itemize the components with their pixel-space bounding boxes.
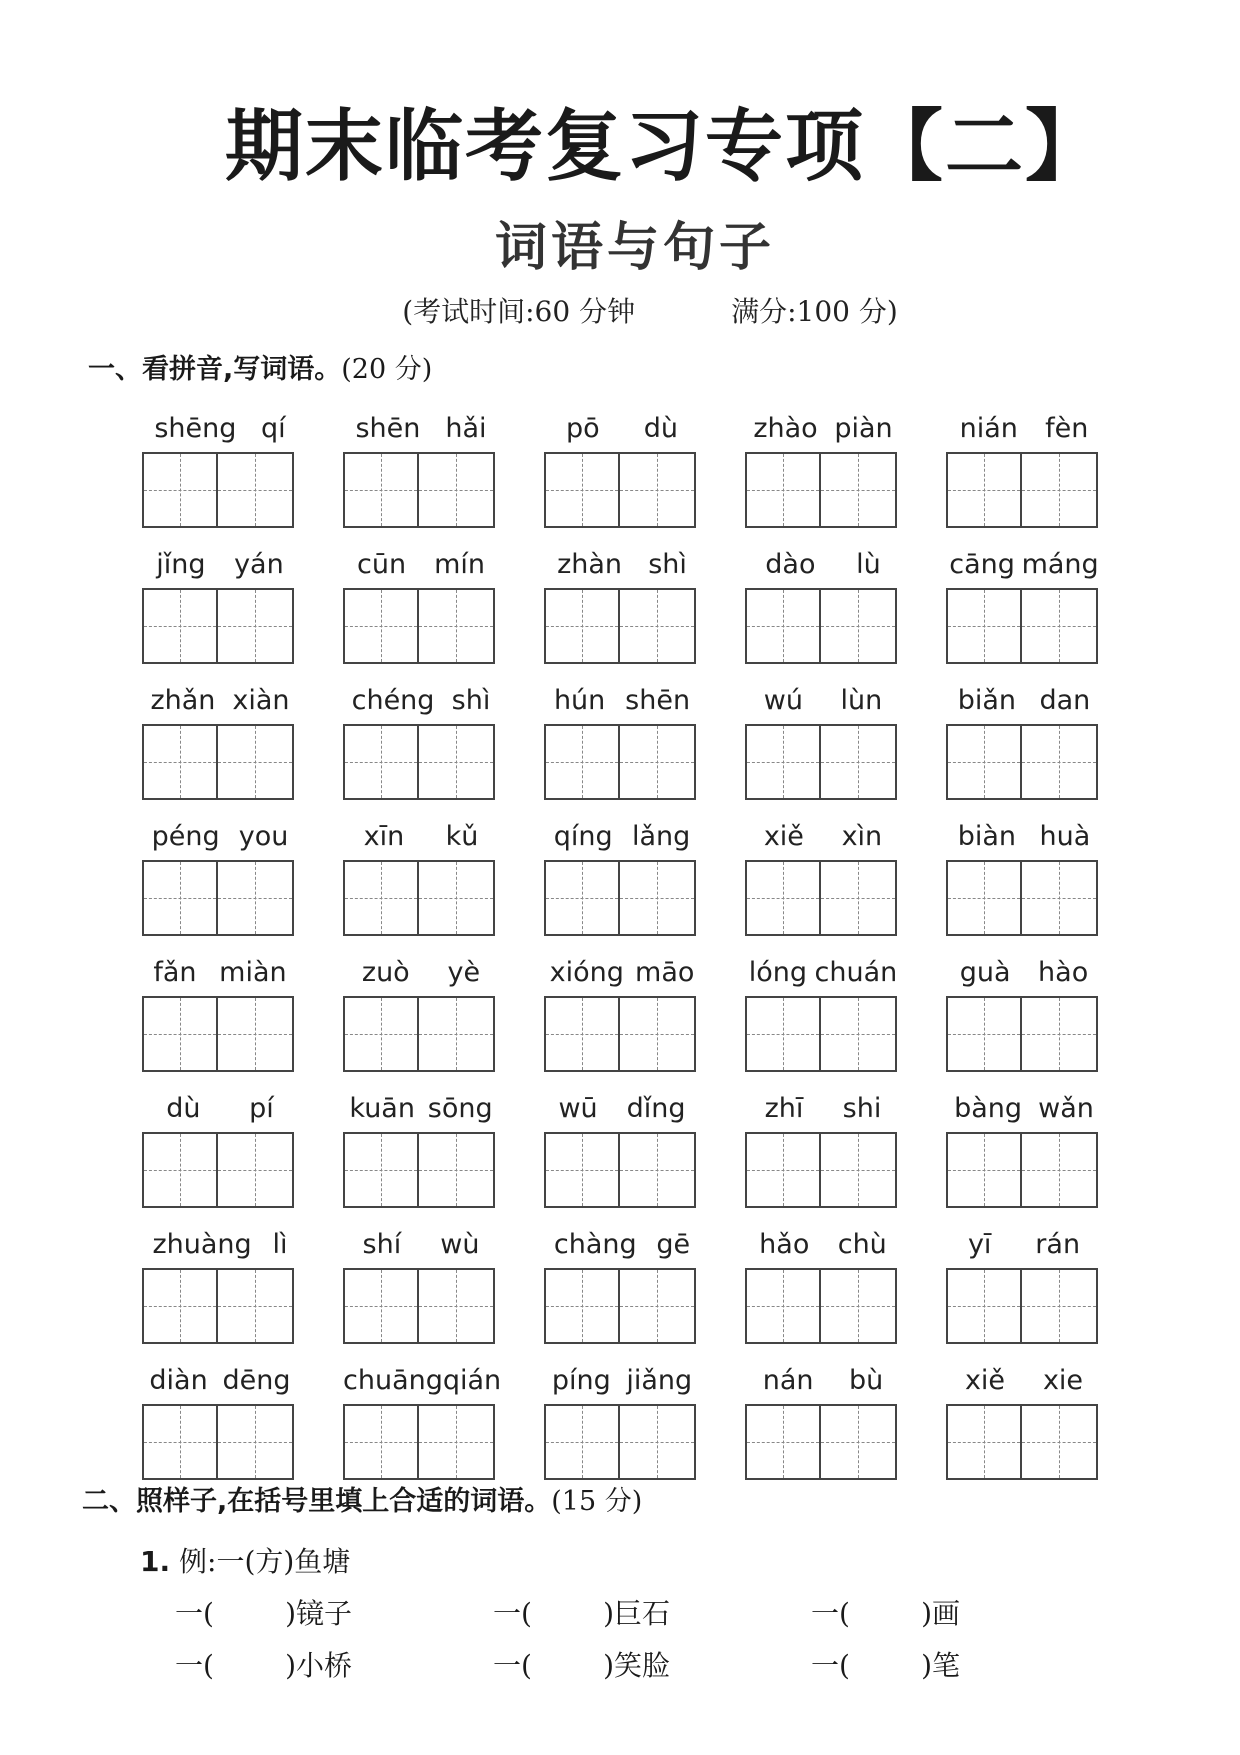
pinyin-label xyxy=(343,680,499,716)
pinyin-label xyxy=(946,1360,1102,1396)
section-2-heading: 二、照样子,在括号里填上合适的词语。(15 分) xyxy=(82,1486,643,1517)
pinyin-syllable: dan xyxy=(1039,685,1091,716)
tian-zi-box[interactable] xyxy=(343,452,419,528)
word-cell xyxy=(745,952,901,1088)
pinyin-syllable: shēng xyxy=(154,413,237,444)
writing-boxes xyxy=(142,724,298,800)
tian-zi-box[interactable] xyxy=(142,1404,218,1480)
pinyin-label xyxy=(745,1360,901,1396)
pinyin-syllable: bàng xyxy=(954,1093,1023,1124)
pinyin-label xyxy=(142,952,298,988)
writing-boxes xyxy=(946,588,1102,664)
writing-boxes xyxy=(343,724,499,800)
tian-zi-box[interactable] xyxy=(1022,1132,1098,1208)
word-cell xyxy=(544,544,700,680)
pinyin-syllable: píng xyxy=(551,1365,611,1396)
pinyin-label xyxy=(544,408,700,444)
pinyin-syllable: lù xyxy=(856,549,881,580)
tian-zi-box[interactable] xyxy=(218,724,294,800)
writing-boxes xyxy=(745,452,901,528)
tian-zi-box[interactable] xyxy=(946,452,1022,528)
word-cell xyxy=(343,544,499,680)
pinyin-label xyxy=(343,952,499,988)
word-cell xyxy=(343,816,499,952)
pinyin-label xyxy=(745,680,901,716)
pinyin-syllable: hào xyxy=(1038,957,1089,988)
pinyin-syllable: diàn xyxy=(149,1365,208,1396)
fill-item[interactable]: 一( )镜子 xyxy=(175,1597,353,1630)
word-cell xyxy=(544,1224,700,1360)
tian-zi-box[interactable] xyxy=(544,1132,620,1208)
tian-zi-box[interactable] xyxy=(218,860,294,936)
pinyin-syllable: xīn xyxy=(363,821,405,852)
writing-boxes xyxy=(343,1404,499,1480)
pinyin-syllable: fǎn xyxy=(153,957,197,988)
pinyin-syllable: huà xyxy=(1039,821,1091,852)
full-score: 满分:100 分) xyxy=(731,295,898,328)
pinyin-syllable: mín xyxy=(434,549,485,580)
tian-zi-box[interactable] xyxy=(419,588,495,664)
writing-boxes xyxy=(745,860,901,936)
pinyin-syllable: qí xyxy=(261,413,286,444)
pinyin-label xyxy=(343,408,499,444)
pinyin-label xyxy=(544,544,700,580)
writing-boxes xyxy=(946,1404,1102,1480)
tian-zi-box[interactable] xyxy=(946,724,1022,800)
pinyin-label xyxy=(544,1224,700,1260)
tian-zi-box[interactable] xyxy=(142,860,218,936)
word-cell xyxy=(142,408,298,544)
tian-zi-box[interactable] xyxy=(745,1132,821,1208)
word-cell xyxy=(142,816,298,952)
pinyin-syllable: dēng xyxy=(222,1365,291,1396)
pinyin-syllable: kǔ xyxy=(445,821,479,852)
writing-boxes xyxy=(343,1268,499,1344)
fill-item[interactable]: 一( )笑脸 xyxy=(493,1649,671,1682)
pinyin-syllable: wū xyxy=(558,1093,598,1124)
word-cell xyxy=(946,816,1102,952)
pinyin-label xyxy=(745,1224,901,1260)
tian-zi-box[interactable] xyxy=(544,452,620,528)
tian-zi-box[interactable] xyxy=(218,1132,294,1208)
pinyin-syllable: chéng xyxy=(351,685,435,716)
pinyin-label xyxy=(745,952,901,988)
writing-boxes xyxy=(946,996,1102,1072)
pinyin-label xyxy=(745,544,901,580)
writing-boxes xyxy=(343,860,499,936)
tian-zi-box[interactable] xyxy=(1022,1268,1098,1344)
pinyin-label xyxy=(544,1360,700,1396)
writing-boxes xyxy=(745,588,901,664)
pinyin-syllable: dǐng xyxy=(626,1093,686,1124)
word-cell xyxy=(946,1224,1102,1360)
writing-boxes xyxy=(142,452,298,528)
pinyin-syllable: zhī xyxy=(764,1093,804,1124)
tian-zi-box[interactable] xyxy=(142,452,218,528)
tian-zi-box[interactable] xyxy=(142,724,218,800)
word-cell xyxy=(745,544,901,680)
pinyin-label xyxy=(745,1088,901,1124)
tian-zi-box[interactable] xyxy=(745,860,821,936)
tian-zi-box[interactable] xyxy=(946,860,1022,936)
tian-zi-box[interactable] xyxy=(620,996,696,1072)
tian-zi-box[interactable] xyxy=(620,1132,696,1208)
pinyin-label xyxy=(946,544,1102,580)
pinyin-syllable: shi xyxy=(842,1093,882,1124)
pinyin-syllable: zuò xyxy=(361,957,410,988)
word-cell xyxy=(142,952,298,1088)
tian-zi-box[interactable] xyxy=(218,452,294,528)
tian-zi-box[interactable] xyxy=(419,452,495,528)
pinyin-syllable: gē xyxy=(656,1229,691,1260)
pinyin-label xyxy=(343,1360,502,1396)
tian-zi-box[interactable] xyxy=(745,996,821,1072)
word-cell xyxy=(544,952,700,1088)
tian-zi-box[interactable] xyxy=(946,1404,1022,1480)
pinyin-syllable: chàng xyxy=(553,1229,637,1260)
word-cell xyxy=(142,1088,298,1224)
pinyin-label xyxy=(946,816,1102,852)
tian-zi-box[interactable] xyxy=(142,1132,218,1208)
pinyin-syllable: qíng xyxy=(553,821,613,852)
tian-zi-box[interactable] xyxy=(745,452,821,528)
pinyin-label xyxy=(343,816,499,852)
tian-zi-box[interactable] xyxy=(1022,860,1098,936)
pinyin-syllable: hǎi xyxy=(445,413,487,444)
pinyin-syllable: fèn xyxy=(1045,413,1089,444)
section-1-heading: 一、看拼音,写词语。(20 分) xyxy=(88,354,433,385)
pinyin-label xyxy=(142,816,298,852)
pinyin-label xyxy=(142,1224,298,1260)
pinyin-syllable: wǎn xyxy=(1038,1093,1094,1124)
pinyin-syllable: xiě xyxy=(964,1365,1006,1396)
pinyin-syllable: chù xyxy=(837,1229,887,1260)
pinyin-syllable: chuán xyxy=(814,957,898,988)
tian-zi-box[interactable] xyxy=(946,996,1022,1072)
pinyin-label xyxy=(343,544,499,580)
tian-zi-box[interactable] xyxy=(821,1132,897,1208)
writing-boxes xyxy=(142,588,298,664)
tian-zi-box[interactable] xyxy=(343,1132,419,1208)
word-cell xyxy=(142,544,298,680)
writing-boxes xyxy=(946,1268,1102,1344)
pinyin-syllable: hǎo xyxy=(759,1229,810,1260)
tian-zi-box[interactable] xyxy=(419,724,495,800)
pinyin-label xyxy=(946,680,1102,716)
tian-zi-box[interactable] xyxy=(142,588,218,664)
writing-boxes xyxy=(745,1132,901,1208)
pinyin-syllable: dù xyxy=(643,413,678,444)
pinyin-syllable: nián xyxy=(959,413,1018,444)
pinyin-label xyxy=(142,680,298,716)
pinyin-syllable: cūn xyxy=(357,549,407,580)
exam-time: (考试时间:60 分钟 xyxy=(402,295,636,328)
pinyin-syllable: biàn xyxy=(957,821,1017,852)
word-cell xyxy=(946,1360,1102,1496)
writing-boxes xyxy=(343,1132,499,1208)
pinyin-syllable: lùn xyxy=(840,685,883,716)
word-cell xyxy=(946,952,1102,1088)
writing-boxes xyxy=(946,452,1102,528)
tian-zi-box[interactable] xyxy=(620,588,696,664)
pinyin-label xyxy=(745,408,901,444)
tian-zi-box[interactable] xyxy=(620,452,696,528)
pinyin-syllable: jǐng xyxy=(156,549,206,580)
pinyin-syllable: zhàn xyxy=(557,549,623,580)
tian-zi-box[interactable] xyxy=(620,1268,696,1344)
tian-zi-box[interactable] xyxy=(419,996,495,1072)
tian-zi-box[interactable] xyxy=(745,1404,821,1480)
tian-zi-box[interactable] xyxy=(544,1268,620,1344)
word-cell xyxy=(343,1224,499,1360)
writing-boxes xyxy=(745,1268,901,1344)
tian-zi-box[interactable] xyxy=(142,1268,218,1344)
word-cell xyxy=(343,1088,499,1224)
pinyin-syllable: shí xyxy=(362,1229,402,1260)
writing-boxes xyxy=(544,1268,700,1344)
pinyin-syllable: guà xyxy=(959,957,1011,988)
pinyin-syllable: shēn xyxy=(625,685,691,716)
pinyin-syllable: lì xyxy=(272,1229,288,1260)
tian-zi-box[interactable] xyxy=(544,1404,620,1480)
tian-zi-box[interactable] xyxy=(821,1404,897,1480)
tian-zi-box[interactable] xyxy=(620,860,696,936)
pinyin-syllable: dù xyxy=(166,1093,201,1124)
pinyin-label xyxy=(544,1088,700,1124)
tian-zi-box[interactable] xyxy=(343,588,419,664)
pinyin-label xyxy=(142,1360,298,1396)
pinyin-syllable: bù xyxy=(848,1365,884,1396)
writing-boxes xyxy=(544,452,700,528)
pinyin-syllable: dào xyxy=(765,549,816,580)
word-cell xyxy=(946,680,1102,816)
writing-boxes xyxy=(544,1132,700,1208)
tian-zi-box[interactable] xyxy=(1022,1404,1098,1480)
pinyin-syllable: hún xyxy=(553,685,606,716)
tian-zi-box[interactable] xyxy=(544,724,620,800)
writing-boxes xyxy=(343,452,499,528)
pinyin-label xyxy=(946,1088,1102,1124)
tian-zi-box[interactable] xyxy=(218,1268,294,1344)
tian-zi-box[interactable] xyxy=(419,1268,495,1344)
tian-zi-box[interactable] xyxy=(1022,452,1098,528)
pinyin-syllable: piàn xyxy=(834,413,893,444)
tian-zi-box[interactable] xyxy=(218,1404,294,1480)
page-subtitle: 词语与句子 xyxy=(494,218,775,278)
pinyin-syllable: xióng xyxy=(549,957,624,988)
pinyin-syllable: shì xyxy=(648,549,687,580)
pinyin-syllable: rán xyxy=(1035,1229,1081,1260)
pinyin-syllable: nán xyxy=(762,1365,814,1396)
tian-zi-box[interactable] xyxy=(946,1268,1022,1344)
pinyin-syllable: xiàn xyxy=(232,685,290,716)
pinyin-syllable: xie xyxy=(1042,1365,1084,1396)
tian-zi-box[interactable] xyxy=(821,860,897,936)
pinyin-label xyxy=(946,952,1102,988)
fill-item[interactable]: 一( )巨石 xyxy=(493,1597,671,1630)
tian-zi-box[interactable] xyxy=(821,1268,897,1344)
pinyin-syllable: qián xyxy=(442,1365,502,1396)
tian-zi-box[interactable] xyxy=(343,1268,419,1344)
word-cell xyxy=(946,408,1102,544)
writing-boxes xyxy=(544,860,700,936)
tian-zi-box[interactable] xyxy=(745,588,821,664)
pinyin-syllable: máng xyxy=(1021,549,1099,580)
word-cell xyxy=(745,408,901,544)
tian-zi-box[interactable] xyxy=(821,996,897,1072)
tian-zi-box[interactable] xyxy=(1022,724,1098,800)
tian-zi-box[interactable] xyxy=(745,724,821,800)
pinyin-syllable: yán xyxy=(234,549,284,580)
pinyin-label xyxy=(343,1224,499,1260)
writing-boxes xyxy=(544,588,700,664)
pinyin-syllable: kuān xyxy=(349,1093,415,1124)
writing-boxes xyxy=(142,996,298,1072)
pinyin-syllable: lóng xyxy=(748,957,808,988)
word-cell xyxy=(946,1088,1102,1224)
writing-boxes xyxy=(946,724,1102,800)
pinyin-syllable: péng xyxy=(151,821,220,852)
tian-zi-box[interactable] xyxy=(343,996,419,1072)
fill-row-1 xyxy=(175,1597,1129,1630)
tian-zi-box[interactable] xyxy=(544,588,620,664)
tian-zi-box[interactable] xyxy=(419,1132,495,1208)
word-cell xyxy=(142,1224,298,1360)
word-cell xyxy=(544,680,700,816)
tian-zi-box[interactable] xyxy=(419,1404,495,1480)
pinyin-word-grid xyxy=(142,408,1102,1496)
word-cell xyxy=(544,816,700,952)
pinyin-syllable: cāng xyxy=(949,549,1015,580)
pinyin-syllable: lǎng xyxy=(631,821,691,852)
pinyin-syllable: wù xyxy=(440,1229,480,1260)
word-cell xyxy=(343,408,499,544)
word-cell xyxy=(544,1360,700,1496)
pinyin-label xyxy=(142,1088,298,1124)
word-cell xyxy=(946,544,1102,680)
word-cell xyxy=(745,1088,901,1224)
tian-zi-box[interactable] xyxy=(745,1268,821,1344)
writing-boxes xyxy=(745,1404,901,1480)
writing-boxes xyxy=(142,1404,298,1480)
writing-boxes xyxy=(544,724,700,800)
writing-boxes xyxy=(343,996,499,1072)
tian-zi-box[interactable] xyxy=(544,996,620,1072)
page-title: 期末临考复习专项【二】 xyxy=(224,102,1105,192)
pinyin-label xyxy=(946,408,1102,444)
pinyin-syllable: yè xyxy=(447,957,481,988)
pinyin-syllable: sōng xyxy=(427,1093,493,1124)
tian-zi-box[interactable] xyxy=(218,588,294,664)
pinyin-syllable: pō xyxy=(566,413,600,444)
pinyin-syllable: miàn xyxy=(219,957,287,988)
pinyin-syllable: zhǎn xyxy=(150,685,216,716)
example-line: 1. 例:一(方)鱼塘 xyxy=(140,1545,351,1578)
writing-boxes xyxy=(544,996,700,1072)
writing-boxes xyxy=(946,860,1102,936)
tian-zi-box[interactable] xyxy=(142,996,218,1072)
fill-item[interactable]: 一( )笔 xyxy=(811,1649,961,1682)
pinyin-syllable: pí xyxy=(249,1093,274,1124)
pinyin-syllable: zhào xyxy=(753,413,818,444)
tian-zi-box[interactable] xyxy=(343,724,419,800)
tian-zi-box[interactable] xyxy=(946,1132,1022,1208)
pinyin-syllable: shēn xyxy=(355,413,421,444)
tian-zi-box[interactable] xyxy=(821,724,897,800)
pinyin-syllable: yī xyxy=(967,1229,992,1260)
writing-boxes xyxy=(946,1132,1102,1208)
tian-zi-box[interactable] xyxy=(821,588,897,664)
tian-zi-box[interactable] xyxy=(544,860,620,936)
pinyin-label xyxy=(142,544,298,580)
tian-zi-box[interactable] xyxy=(620,724,696,800)
exam-info xyxy=(0,295,1240,328)
tian-zi-box[interactable] xyxy=(343,860,419,936)
word-cell xyxy=(343,680,499,816)
pinyin-label xyxy=(544,816,700,852)
tian-zi-box[interactable] xyxy=(821,452,897,528)
tian-zi-box[interactable] xyxy=(343,1404,419,1480)
fill-item[interactable]: 一( )画 xyxy=(811,1597,961,1630)
word-cell xyxy=(745,680,901,816)
tian-zi-box[interactable] xyxy=(419,860,495,936)
pinyin-syllable: xìn xyxy=(841,821,883,852)
word-cell xyxy=(142,680,298,816)
pinyin-syllable: wú xyxy=(763,685,803,716)
word-cell xyxy=(745,1224,901,1360)
pinyin-syllable: chuāng xyxy=(343,1365,443,1396)
pinyin-syllable: xiě xyxy=(763,821,804,852)
tian-zi-box[interactable] xyxy=(946,588,1022,664)
writing-boxes xyxy=(343,588,499,664)
tian-zi-box[interactable] xyxy=(620,1404,696,1480)
pinyin-syllable: jiǎng xyxy=(626,1365,693,1396)
word-cell xyxy=(343,1360,502,1496)
pinyin-syllable: biǎn xyxy=(957,685,1017,716)
pinyin-syllable: shì xyxy=(451,685,491,716)
writing-boxes xyxy=(142,1132,298,1208)
writing-boxes xyxy=(142,1268,298,1344)
pinyin-label xyxy=(745,816,901,852)
pinyin-label xyxy=(544,952,700,988)
writing-boxes xyxy=(745,996,901,1072)
tian-zi-box[interactable] xyxy=(1022,588,1098,664)
tian-zi-box[interactable] xyxy=(1022,996,1098,1072)
pinyin-label xyxy=(544,680,700,716)
word-cell xyxy=(544,1088,700,1224)
word-cell xyxy=(745,1360,901,1496)
fill-item[interactable]: 一( )小桥 xyxy=(175,1649,353,1682)
pinyin-syllable: zhuàng xyxy=(152,1229,252,1260)
word-cell xyxy=(142,1360,298,1496)
pinyin-label xyxy=(142,408,298,444)
pinyin-syllable: māo xyxy=(635,957,695,988)
word-cell xyxy=(745,816,901,952)
word-cell xyxy=(343,952,499,1088)
writing-boxes xyxy=(544,1404,700,1480)
pinyin-label xyxy=(946,1224,1102,1260)
tian-zi-box[interactable] xyxy=(218,996,294,1072)
pinyin-syllable: you xyxy=(238,821,289,852)
word-cell xyxy=(544,408,700,544)
writing-boxes xyxy=(142,860,298,936)
writing-boxes xyxy=(745,724,901,800)
pinyin-label xyxy=(343,1088,499,1124)
fill-row-2 xyxy=(175,1649,1129,1682)
